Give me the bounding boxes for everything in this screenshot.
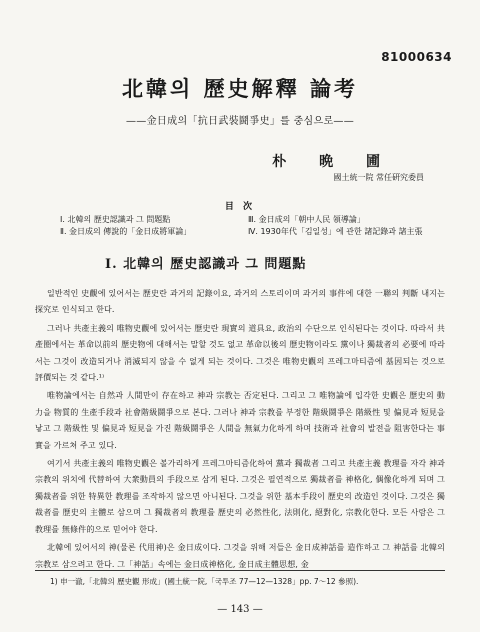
toc-item: Ⅳ. 1930年代「김일성」에 관한 諸記錄과 諸主張 — [248, 227, 423, 236]
paragraph: 北韓에 있어서의 神(물론 代用神)은 金日成이다. 그것을 위해 저들은 金日成神話를 造作하고 그 神話를 北韓의 宗教로 삼으려고 한다. 그「神話」속에는 金日成神格化, 金日成主體思想, 金 — [35, 543, 445, 569]
footnote: 1) 申一澈,「北韓의 歷史觀 形成」(國土統一院,「국투조 77—12—1328」pp. 7～12 參照). — [50, 577, 359, 586]
section-title: Ⅰ. 北韓의 歷史認識과 그 問題點 — [105, 257, 307, 272]
paragraph: 그러나 共產主義의 唯物史觀에 있어서는 歷史란 現實의 道具요, 政治의 수단으로 인식된다는 것이다. 따라서 共產圈에서는 革命以前의 歷史物에 대해서는 말할 것도 없고 革命以後의 歷史物이라도 黨이나 獨裁者의 必要에 따라서는 그것이 改造되거나 消滅되지 않을 수 없게 되는 것이다. 그것은 唯物史觀의 프레그마티즘에 基因되는 것으로 評價되는 것 같다.¹⁾ — [35, 323, 445, 383]
footnote-divider — [35, 570, 445, 571]
paragraph: 唯物論에서는 自然과 人間만이 存在하고 神과 宗教는 否定된다. 그리고 그 唯物論에 입각한 史觀은 歷史의 動力을 物質的 生產手段과 社會階級鬪爭으로 본다. 그러나 神과 宗教를 부정한 階級鬪爭은 階級性 및 偏見과 短見을 낳고 그 階級性 및 偏見과 短見을 가진 階級鬪爭은 人間을 無氣力化하게 하며 技術과 社會의 발전을 阻害한다는 事實을 가르쳐 주고 있다. — [35, 391, 445, 450]
body-text — [35, 286, 445, 573]
article-title: 北韓의 歷史解釋 論考 — [122, 76, 358, 101]
paragraph: 일반적인 史觀에 있어서는 歷史란 과거의 記錄이요, 과거의 스토리이며 과거의 事件에 대한 一聯의 判斷 내지는 探究로 인식되고 한다. — [35, 289, 445, 315]
toc-item: Ⅲ. 金日成의「朝中人民 領導論」 — [248, 215, 365, 224]
author-affiliation: 國土統一院 常任硏究委員 — [333, 173, 424, 182]
toc-item: Ⅱ. 金日成의 傳說的「金日成將軍論」 — [60, 227, 192, 236]
paragraph: 여기서 共產主義의 唯物史觀은 볼가리하게 프레그마티즘化하여 黨과 獨裁者 그리고 共產主義 教理를 자각 神과 宗教의 위치에 代替하여 大衆動員의 手段으로 삼게 된다. 그것은 필연적으로 獨裁者를 神格化, 偶像化하게 되며 그 獨裁者를 위한 特異한 教理를 조작하지 않으면 아니된다. 그것을 위한 基本手段이 歷史의 改造인 것이다. 그것은 獨裁者를 歷史의 主體로 삼으며 그 獨裁者의 教理를 歷史의 必然性化, 法則化, 絕對化, 宗教化한다. 모든 사람은 그 教理를 無條件的으로 믿어야 한다. — [35, 459, 445, 534]
author-name: 朴 晩 圃 — [272, 154, 394, 170]
page-number: — 143 — — [217, 604, 263, 615]
article-subtitle: ——金日成의「抗日武裝鬪爭史」를 중심으로—— — [125, 116, 355, 127]
toc-heading: 目 次 — [224, 202, 256, 212]
toc-item: Ⅰ. 北韓의 歷史認識과 그 問題點 — [60, 215, 171, 224]
document-id: 81000634 — [381, 50, 452, 64]
